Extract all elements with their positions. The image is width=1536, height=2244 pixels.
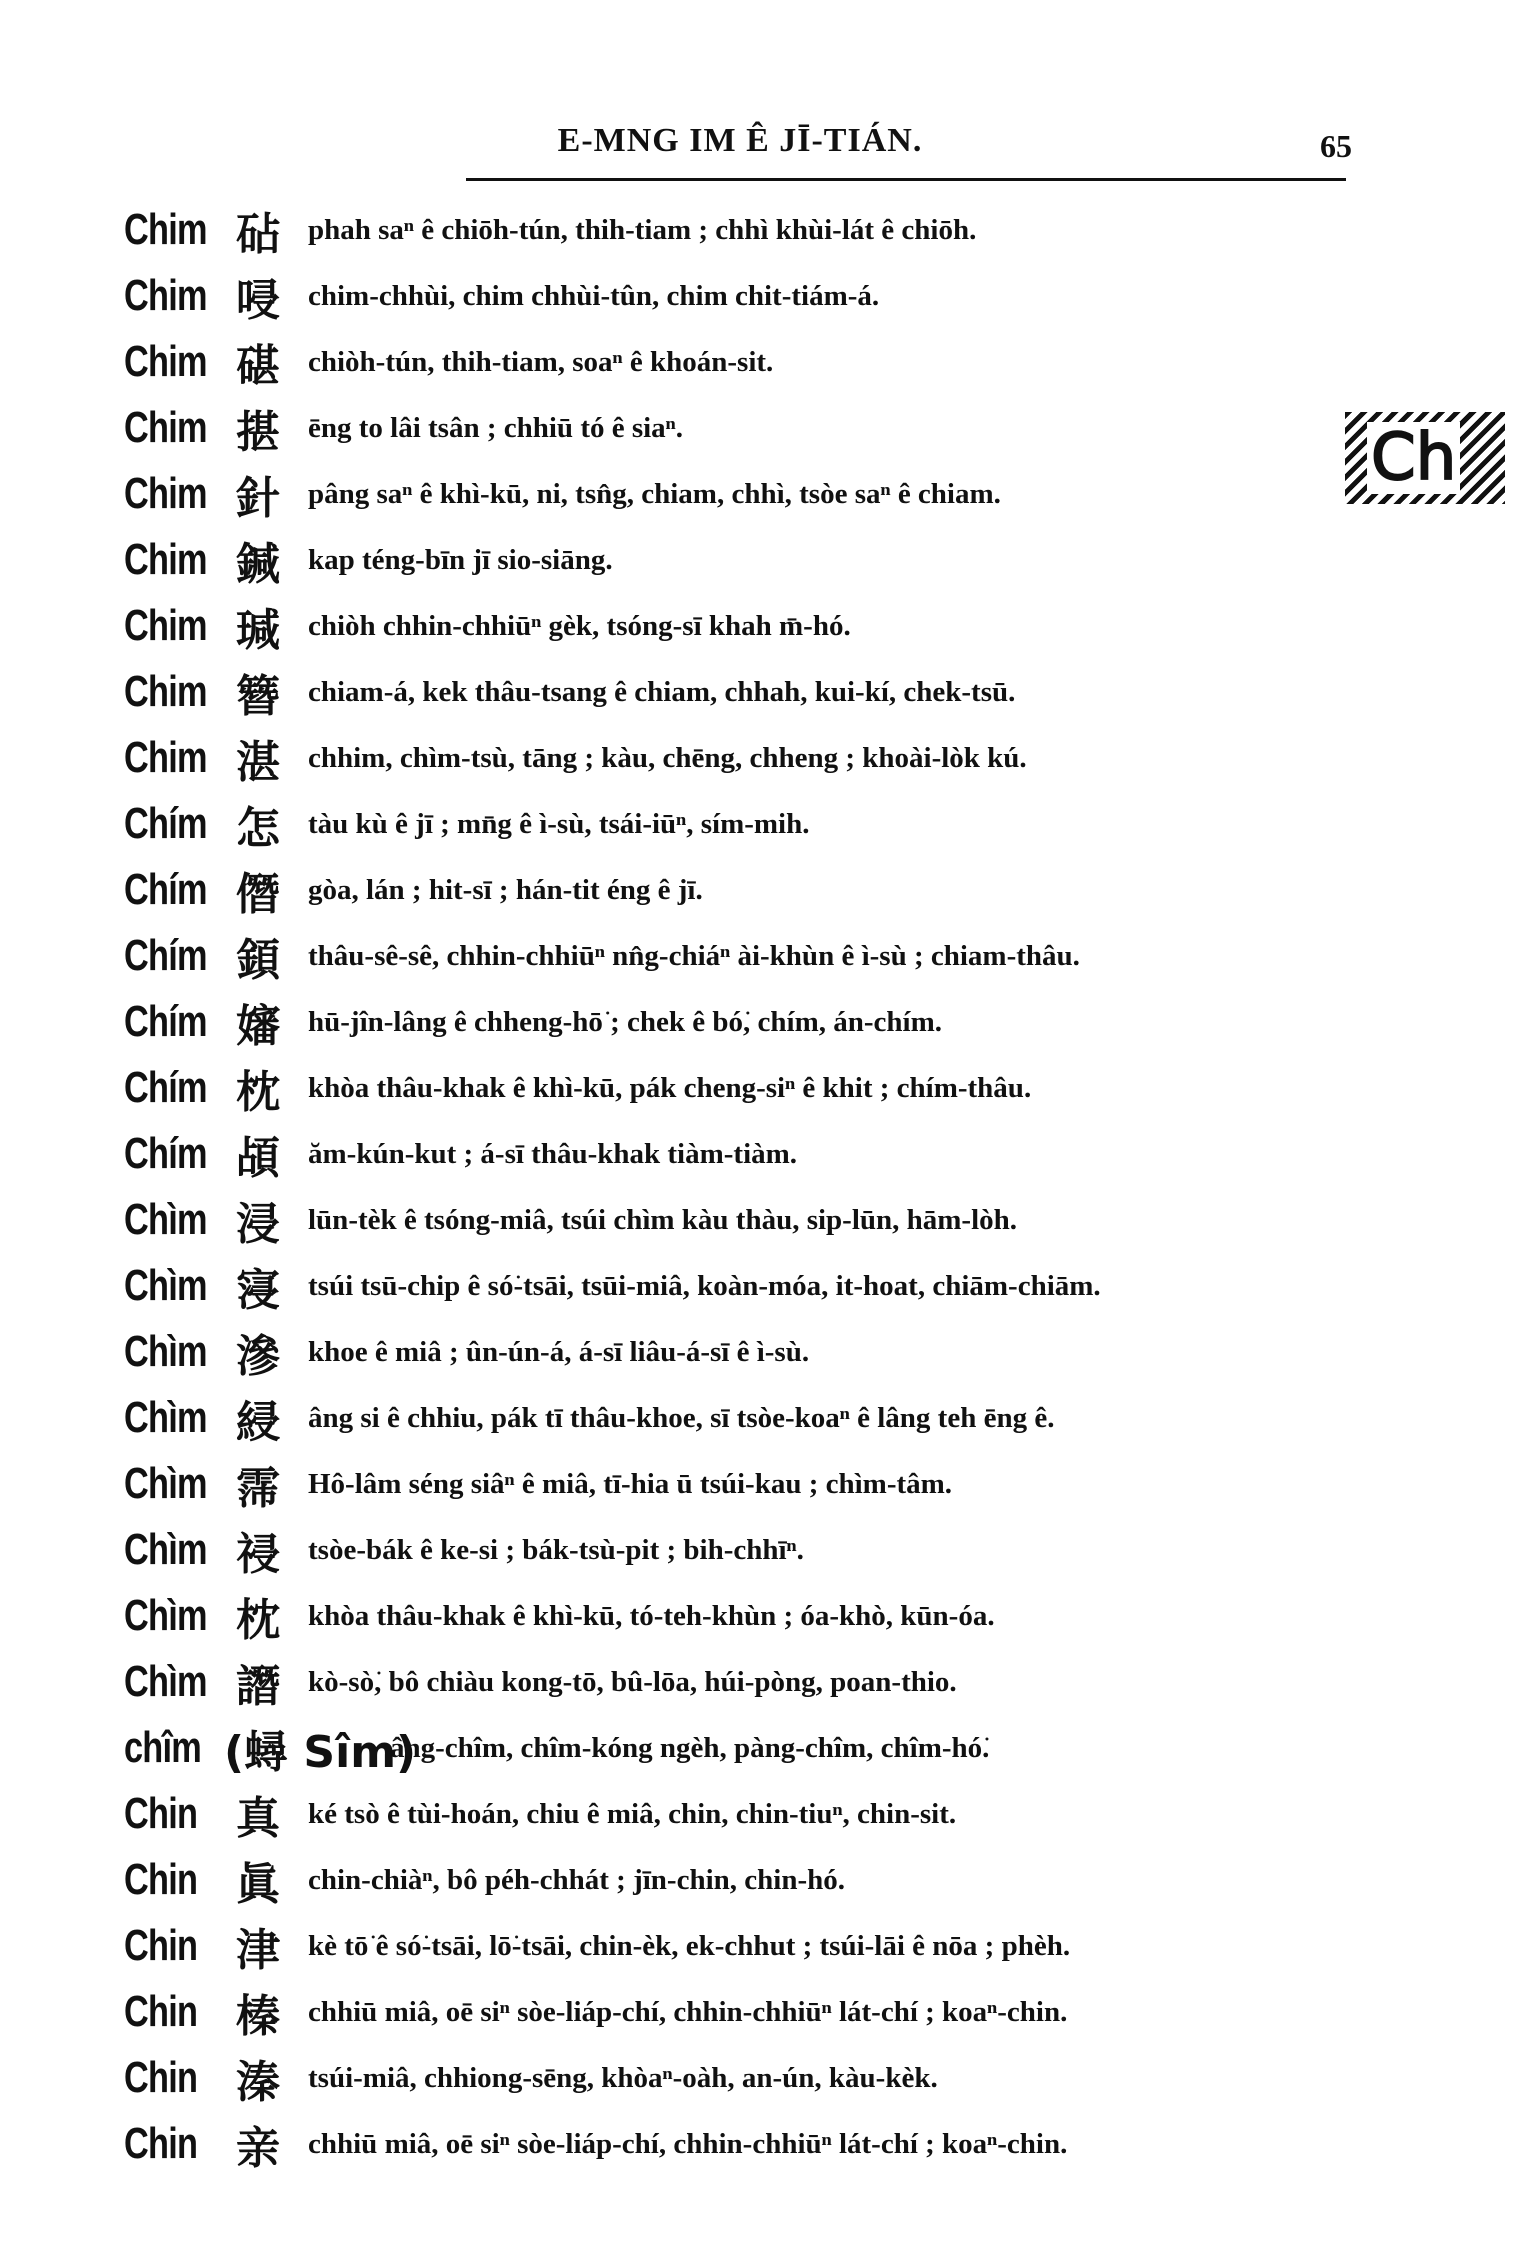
entry-definition: ăm-kún-kut ; á-sī thâu-khak tiàm-tiàm. (308, 1137, 798, 1170)
entry-character: 頕 (236, 1133, 280, 1184)
entry-definition: chiam-á, kek thâu-tsang ê chiam, chhah, kui-kí, chek-tsū. (308, 675, 1016, 708)
entry-character: 唚 (236, 275, 280, 326)
entry-character: 祲 (236, 1529, 280, 1580)
entry-row (124, 530, 1324, 590)
entry-definition: tsúi tsū-chip ê só͘-tsāi, tsūi-miâ, koàn-móa, it-hoat, chiām-chiām. (308, 1269, 1101, 1302)
entry-definition: khòa thâu-khak ê khì-kū, pák cheng-siⁿ ê khit ; chím-thâu. (308, 1071, 1032, 1104)
entry-row (124, 1916, 1324, 1976)
entry-definition: khòa thâu-khak ê khì-kū, tó-teh-khùn ; óa-khò, kūn-óa. (308, 1599, 995, 1632)
entry-character: 砧 (236, 209, 280, 260)
entry-definition: kò-sò͘, bô chiàu kong-tō, bû-lōa, húi-pòng, poan-thio. (308, 1665, 957, 1698)
entry-definition: âng si ê chhiu, pák tī thâu-khoe, sī tsòe-koaⁿ ê lâng teh ēng ê. (308, 1401, 1055, 1434)
entry-definition: chiòh chhin-chhiūⁿ gèk, tsóng-sī khah m̄-hó. (308, 609, 851, 642)
entry-headword: Chim (124, 469, 207, 518)
entry-row (124, 860, 1324, 920)
entry-row (124, 794, 1324, 854)
entry-row (124, 398, 1324, 458)
entry-headword: Chim (124, 403, 207, 452)
entry-definition: chiòh-tún, thih-tiam, soaⁿ ê khoán-sit. (308, 345, 774, 378)
entry-definition: chhiū miâ, oē siⁿ sòe-liáp-chí, chhin-chhiūⁿ lát-chí ; koaⁿ-chin. (308, 2127, 1068, 2160)
entry-definition: lūn-tèk ê tsóng-miâ, tsúi chìm kàu thàu, sip-lūn, hām-lòh. (308, 1203, 1018, 1236)
entry-character: 綅 (236, 1397, 280, 1448)
entry-row (124, 1058, 1324, 1118)
page-number: 65 (1320, 128, 1352, 164)
entry-row (124, 1718, 1324, 1778)
entry-character: 真 (236, 1793, 280, 1844)
entry-character: 嬸 (236, 1001, 280, 1052)
running-title: E-MNG IM Ê JĪ-TIÁN. (557, 122, 923, 159)
entry-character: 譖 (236, 1661, 280, 1712)
entry-row (124, 1256, 1324, 1316)
entry-character: 針 (236, 473, 280, 524)
entry-row (124, 1190, 1324, 1250)
entry-row (124, 1454, 1324, 1514)
entry-character: 碪 (236, 341, 280, 392)
entry-character: 僭 (236, 869, 280, 920)
entry-row (124, 1784, 1324, 1844)
entry-character: 亲 (236, 2123, 280, 2174)
entry-definition: ké tsò ê tùi-hoán, chiu ê miâ, chin, chin-tiuⁿ, chin-sit. (308, 1797, 957, 1830)
entry-row (124, 1850, 1324, 1910)
entry-row (124, 266, 1324, 326)
entry-headword: Chìm (124, 1459, 207, 1508)
entry-definition: ēng to lâi tsân ; chhiū tó ê siaⁿ. (308, 411, 684, 444)
entry-definition: kap téng-bīn jī sio-siāng. (308, 543, 613, 576)
entry-row (124, 1124, 1324, 1184)
entry-definition: chin-chiàⁿ, bô péh-chhát ; jīn-chin, chin-hó. (308, 1863, 845, 1896)
entry-headword: Chím (124, 1129, 207, 1178)
entry-character: 滲 (236, 1331, 280, 1382)
entry-definition: tsúi-miâ, chhiong-sēng, khòaⁿ-oàh, an-ún, kàu-kèk. (308, 2061, 938, 2094)
entry-character: 寖 (236, 1265, 280, 1316)
entry-headword: Chim (124, 535, 207, 584)
entry-character: 溱 (236, 2057, 280, 2108)
entry-headword: Chìm (124, 1525, 207, 1574)
entry-character: 瑊 (236, 605, 280, 656)
entry-headword: Chim (124, 205, 207, 254)
entry-headword: Chin (124, 1855, 198, 1904)
entry-headword: Chìm (124, 1327, 207, 1376)
entry-headword: Chim (124, 667, 207, 716)
entry-character: 揕 (236, 407, 280, 458)
entry-headword: chîm (124, 1723, 201, 1772)
entry-character: 眞 (236, 1859, 280, 1910)
entry-definition: pâng saⁿ ê khì-kū, ni, tsn̂g, chiam, chhì, tsòe saⁿ ê chiam. (308, 477, 1001, 510)
entry-character: 枕 (236, 1595, 280, 1646)
entry-character: 津 (236, 1925, 280, 1976)
entry-headword: Chìm (124, 1657, 207, 1706)
entry-definition: âng-chîm, chîm-kóng ngèh, pàng-chîm, chîm-hó͘. (390, 1731, 990, 1764)
entry-definition: gòa, lán ; hit-sī ; hán-tit éng ê jī. (308, 873, 703, 906)
entry-row (124, 1322, 1324, 1382)
entry-headword: Chim (124, 601, 207, 650)
entry-row (124, 2048, 1324, 2108)
entry-definition: chhim, chìm-tsù, tāng ; kàu, chēng, chheng ; khoài-lòk kú. (308, 741, 1027, 774)
entry-headword: Chin (124, 2119, 198, 2168)
entry-definition: chhiū miâ, oē siⁿ sòe-liáp-chí, chhin-chhiūⁿ lát-chí ; koaⁿ-chin. (308, 1995, 1068, 2028)
entry-headword: Chin (124, 1921, 198, 1970)
entry-headword: Chím (124, 1063, 207, 1112)
entry-headword: Chím (124, 799, 207, 848)
entry-row (124, 1982, 1324, 2042)
entry-definition: khoe ê miâ ; ûn-ún-á, á-sī liâu-á-sī ê ì-sù. (308, 1335, 810, 1368)
entry-row (124, 1388, 1324, 1448)
entry-definition: hū-jîn-lâng ê chheng-hō͘ ; chek ê bó͘, chím, án-chím. (308, 1005, 943, 1038)
entry-character: (蟳 Sîm) (224, 1727, 417, 1778)
entry-headword: Chim (124, 337, 207, 386)
entry-character: 簪 (236, 671, 280, 722)
entry-definition: Hô-lâm séng siâⁿ ê miâ, tī-hia ū tsúi-kau ; chìm-tâm. (308, 1467, 953, 1500)
entry-definition: tsòe-bák ê ke-si ; bák-tsù-pit ; bih-chhīⁿ. (308, 1533, 804, 1566)
entry-headword: Chim (124, 733, 207, 782)
entry-headword: Chím (124, 997, 207, 1046)
entry-row (124, 1586, 1324, 1646)
entry-row (124, 200, 1324, 260)
entry-definition: kè tō͘ ê só͘-tsāi, lō͘-tsāi, chin-èk, ek-chhut ; tsúi-lāi ê nōa ; phèh. (308, 1929, 1071, 1962)
entry-row (124, 1520, 1324, 1580)
entry-character: 怎 (236, 803, 280, 854)
entry-headword: Chin (124, 1987, 198, 2036)
entry-headword: Chìm (124, 1591, 207, 1640)
entry-row (124, 1652, 1324, 1712)
thumb-index-label: Ch (1367, 422, 1460, 494)
entry-row (124, 464, 1324, 524)
entry-definition: chim-chhùi, chim chhùi-tûn, chim chit-tiám-á. (308, 279, 880, 312)
entry-character: 浸 (236, 1199, 280, 1250)
entry-character: 顉 (236, 935, 280, 986)
entry-row (124, 596, 1324, 656)
entry-character: 霈 (236, 1463, 280, 1514)
entry-row (124, 926, 1324, 986)
entry-row (124, 2114, 1324, 2174)
entry-row (124, 728, 1324, 788)
entry-definition: thâu-sê-sê, chhin-chhiūⁿ nn̂g-chiáⁿ ài-khùn ê ì-sù ; chiam-thâu. (308, 939, 1080, 972)
entry-character: 榛 (236, 1991, 280, 2042)
entry-row (124, 992, 1324, 1052)
entry-headword: Chim (124, 271, 207, 320)
entry-headword: Chìm (124, 1393, 207, 1442)
entry-headword: Chin (124, 2053, 198, 2102)
entry-row (124, 332, 1324, 392)
entry-character: 湛 (236, 737, 280, 788)
entry-row (124, 662, 1324, 722)
entry-character: 枕 (236, 1067, 280, 1118)
entry-headword: Chìm (124, 1195, 207, 1244)
entry-definition: phah saⁿ ê chiōh-tún, thih-tiam ; chhì khùi-lát ê chiōh. (308, 213, 977, 246)
entry-character: 鍼 (236, 539, 280, 590)
entry-headword: Chím (124, 865, 207, 914)
entry-headword: Chin (124, 1789, 198, 1838)
entry-headword: Chím (124, 931, 207, 980)
entry-headword: Chìm (124, 1261, 207, 1310)
entry-definition: tàu kù ê jī ; mn̄g ê ì-sù, tsái-iūⁿ, sím-mih. (308, 807, 810, 840)
